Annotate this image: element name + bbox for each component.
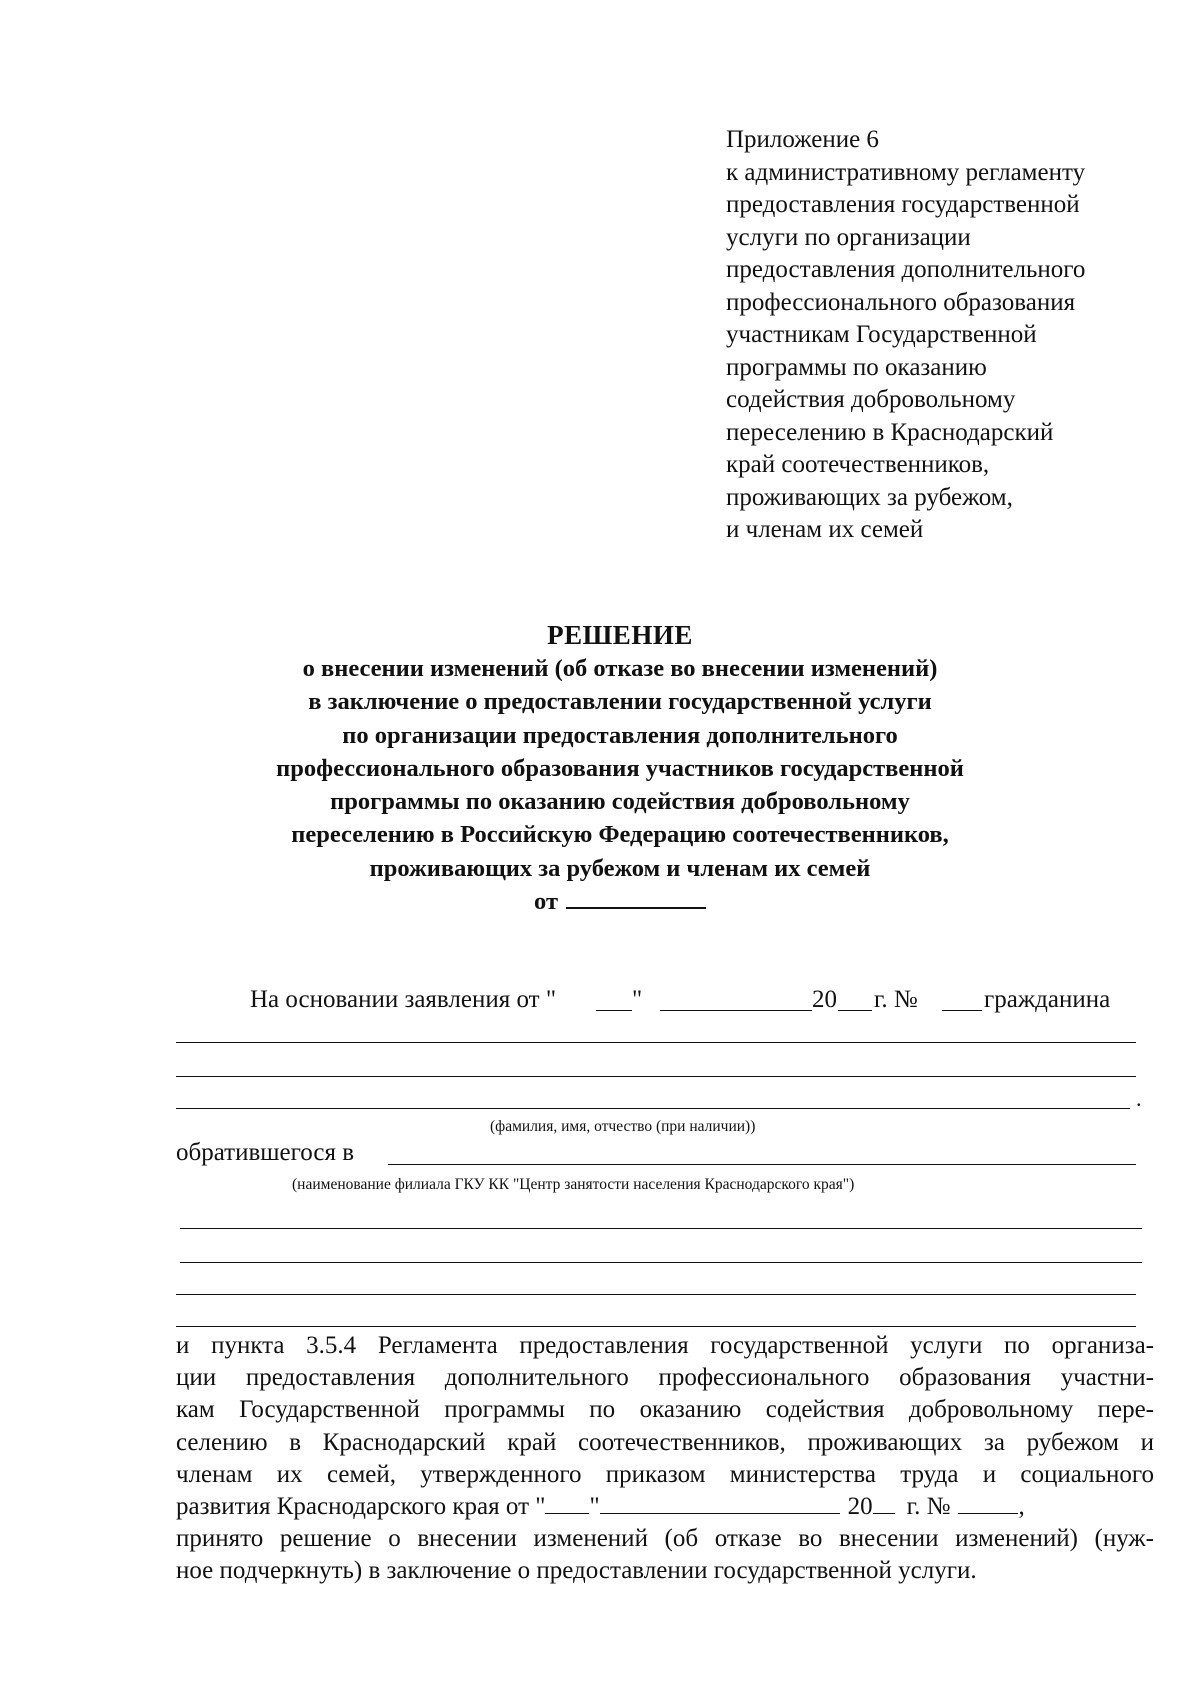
basis-text: На основании заявления от " <box>250 986 557 1013</box>
citizen-label: гражданина <box>984 986 1111 1013</box>
order-year-field[interactable] <box>873 1493 895 1514</box>
annex-line: участникам Государственной <box>726 321 1037 348</box>
annex-line: предоставления дополнительного <box>726 256 1086 283</box>
document-title-block <box>180 618 1060 919</box>
annex-line: проживающих за рубежом, <box>726 483 1013 511</box>
title-subline: в заключение о предоставлении государственной услуги <box>308 688 932 716</box>
order-text: развития Краснодарского края от " <box>176 1492 546 1520</box>
annex-line: программы по оказанию <box>726 353 987 381</box>
application-day-field[interactable] <box>596 1010 632 1011</box>
applied-to-label: обратившегося в <box>176 1139 355 1166</box>
order-comma: , <box>1018 1492 1025 1520</box>
order-number-label: г. № <box>906 1492 951 1520</box>
application-year-field[interactable] <box>838 1010 872 1011</box>
branch-name-field[interactable] <box>388 1164 1136 1165</box>
annex-line: предоставления государственной <box>726 191 1080 218</box>
title-subline: по организации предоставления дополнительного <box>342 721 898 749</box>
annex-line: профессионального образования <box>726 288 1076 316</box>
annex-line: переселению в Краснодарский <box>726 418 1054 446</box>
annex-line: и членам их семей <box>726 516 924 543</box>
caption-fio: (фамилия, имя, отчество (при наличии)) <box>490 1118 756 1135</box>
body-line: кам Государственной программы по оказанию содействия добровольному пере- <box>176 1396 1154 1424</box>
year-prefix: 20 <box>812 986 837 1013</box>
number-label: г. № <box>874 986 918 1013</box>
annex-line: услуги по организации <box>726 223 971 251</box>
title-subline: переселению в Российскую Федерацию соотечественников, <box>291 821 949 849</box>
title-subline: о внесении изменений (об отказе во внесении изменений) <box>302 655 938 682</box>
decision-date-row <box>180 885 1060 919</box>
application-number-field[interactable] <box>942 1010 982 1011</box>
caption-branch: (наименование филиала ГКУ КК "Центр занятости населения Краснодарского края") <box>292 1176 855 1193</box>
basis-row <box>176 985 1154 1015</box>
basis-section <box>176 985 1154 1015</box>
date-prefix: от <box>534 888 558 916</box>
title-subline: проживающих за рубежом и членам их семей <box>369 854 871 882</box>
decision-date-field[interactable] <box>566 885 706 909</box>
citizen-name-line-2[interactable] <box>176 1076 1136 1077</box>
citizen-name-line-1[interactable] <box>176 1042 1136 1043</box>
body-line: членам их семей, утвержденного приказом министерства труда и социального <box>176 1460 1154 1488</box>
body-line: селению в Краснодарский край соотечественников, проживающих за рубежом и <box>176 1428 1154 1456</box>
order-quote-close: " <box>589 1492 600 1520</box>
application-month-field[interactable] <box>660 1010 812 1011</box>
order-day-field[interactable] <box>545 1493 589 1514</box>
body-line-order-date <box>176 1491 1154 1523</box>
title-subline: программы по оказанию содействия добровольному <box>330 788 910 816</box>
body-line: принято решение о внесении изменений (об отказе во внесении изменений) (нуж- <box>176 1525 1154 1553</box>
branch-line-1[interactable] <box>180 1228 1142 1229</box>
body-line: ции предоставления дополнительного профессионального образования участни- <box>176 1364 1154 1392</box>
name-period: . <box>1136 1086 1142 1111</box>
annex-line: край соотечественников, <box>726 451 990 478</box>
branch-line-4[interactable] <box>176 1326 1136 1327</box>
citizen-name-line-3[interactable] <box>176 1108 1130 1109</box>
quote-close: " <box>632 986 643 1013</box>
body-line: и пункта 3.5.4 Регламента предоставления государственной услуги по организа- <box>176 1332 1154 1359</box>
annex-line: к административному регламенту <box>726 158 1086 186</box>
branch-line-3[interactable] <box>176 1294 1136 1295</box>
annex-line: содействия добровольному <box>726 386 1016 413</box>
annex-header <box>726 124 1166 547</box>
document-title: РЕШЕНИЕ <box>547 620 693 650</box>
title-subline: профессионального образования участников государственной <box>276 754 964 782</box>
order-month-field[interactable] <box>600 1493 840 1514</box>
order-number-field[interactable] <box>958 1493 1018 1514</box>
order-year-prefix: 20 <box>847 1492 873 1520</box>
branch-line-2[interactable] <box>180 1262 1142 1263</box>
body-paragraph <box>176 1330 1154 1588</box>
body-line: ное подчеркнуть) в заключение о предоставлении государственной услуги. <box>176 1557 977 1585</box>
annex-line: Приложение 6 <box>726 126 879 153</box>
